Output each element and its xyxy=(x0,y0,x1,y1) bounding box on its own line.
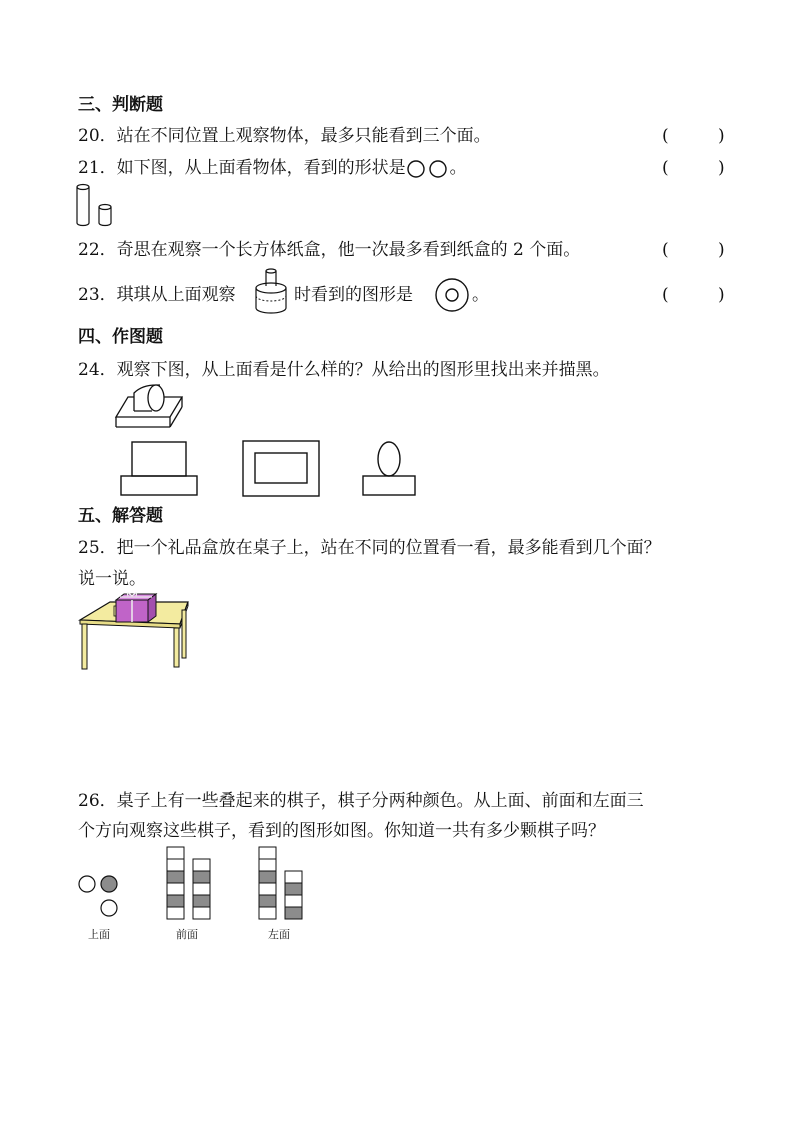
question-21 xyxy=(78,157,467,179)
front-view-figure xyxy=(166,846,214,920)
question-23-text-mid: 时看到的图形是 xyxy=(294,285,413,305)
left-view-figure xyxy=(258,846,306,920)
question-21-period: 。 xyxy=(449,158,467,178)
section-heading-answer: 五、解答题 xyxy=(78,506,163,526)
answer-paren-open-22: ( xyxy=(662,240,669,260)
answer-paren-open-20: ( xyxy=(662,126,669,146)
question-26-line1: 26．桌子上有一些叠起来的棋子，棋子分两种颜色。从上面、前面和左面三 xyxy=(78,791,644,811)
question-20: 20．站在不同位置上观察物体，最多只能看到三个面。 xyxy=(78,126,491,146)
question-25-line1: 25．把一个礼品盒放在桌子上，站在不同的位置看一看，最多能看到几个面？ xyxy=(78,538,661,558)
question-25-line2: 说一说。 xyxy=(78,569,146,589)
answer-paren-close-23: ) xyxy=(718,285,725,305)
question-26-line2: 个方向观察这些棋子，看到的图形如图。你知道一共有多少颗棋子吗？ xyxy=(78,821,605,841)
answer-paren-close-21: ) xyxy=(718,158,725,178)
caption-left-view: 左面 xyxy=(268,928,290,941)
cylinder-on-base-figure xyxy=(112,383,184,433)
question-23-text: 23．琪琪从上面观察 xyxy=(78,285,236,305)
section-heading-judge: 三、判断题 xyxy=(78,95,163,115)
option-c-figure xyxy=(362,441,418,497)
stacked-cylinder-icon xyxy=(253,266,293,318)
table-with-gift-figure xyxy=(76,592,190,672)
caption-front-view: 前面 xyxy=(176,928,198,941)
two-circles-icon xyxy=(406,159,450,179)
concentric-circles-icon xyxy=(433,276,471,314)
answer-paren-open-23: ( xyxy=(662,285,669,305)
section-heading-draw: 四、作图题 xyxy=(78,327,163,347)
cylinders-figure xyxy=(76,183,118,229)
question-23-period: 。 xyxy=(472,285,489,305)
caption-top-view: 上面 xyxy=(88,928,110,941)
option-b-figure xyxy=(242,440,322,498)
question-22: 22．奇思在观察一个长方体纸盒，他一次最多看到纸盒的 2 个面。 xyxy=(78,240,581,260)
answer-paren-close-20: ) xyxy=(718,126,725,146)
answer-paren-open-21: ( xyxy=(662,158,669,178)
option-a-figure xyxy=(120,441,200,497)
question-24: 24．观察下图，从上面看是什么样的？从给出的图形里找出来并描黑。 xyxy=(78,360,610,380)
question-21-text: 21．如下图，从上面看物体，看到的形状是 xyxy=(78,158,406,178)
answer-paren-close-22: ) xyxy=(718,240,725,260)
top-view-figure xyxy=(76,872,122,920)
